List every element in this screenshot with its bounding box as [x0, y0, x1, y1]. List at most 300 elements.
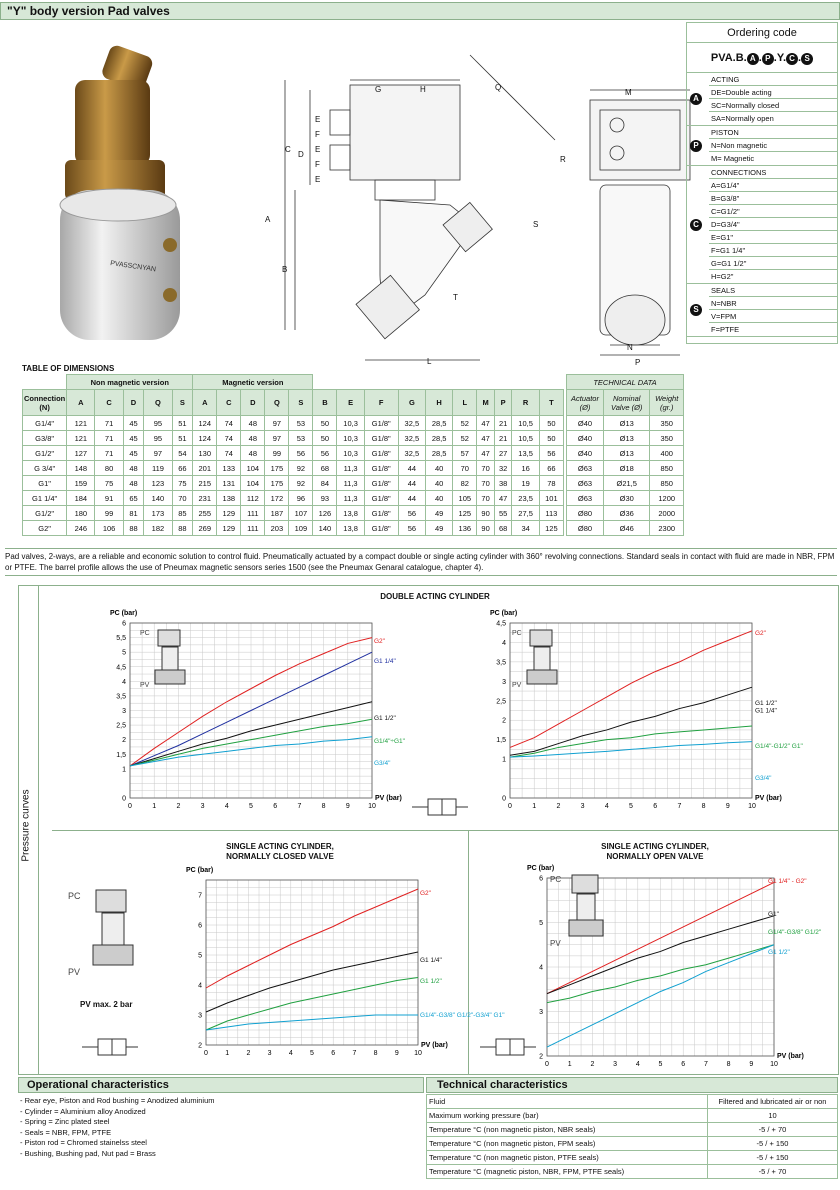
x-tick-label: 6: [273, 803, 278, 810]
x-tick-label: 10: [368, 803, 376, 810]
table-cell: 124: [193, 416, 217, 431]
table-cell: Ø36: [604, 506, 650, 521]
y-tick-label: 5: [122, 649, 126, 657]
x-tick-label: 4: [604, 803, 609, 810]
y-tick-label: 3,5: [116, 693, 126, 701]
y-tick-label: 4: [502, 639, 506, 647]
table-cell: 93: [313, 491, 337, 506]
table-cell: Ø40: [567, 416, 604, 431]
technical-data-header: TECHNICAL DATA: [567, 375, 684, 390]
label-e3: E: [315, 175, 321, 184]
table-row: [567, 521, 684, 536]
y-tick-label: 4: [122, 678, 126, 686]
label-d: D: [298, 150, 304, 159]
ordering-section: [687, 166, 837, 284]
table-cell: 74: [217, 431, 241, 446]
ordering-sections: [687, 73, 837, 337]
valve-schematic-icon: [140, 625, 200, 695]
table-cell: 48: [241, 446, 265, 461]
x-tick-label: 7: [703, 1061, 708, 1068]
x-tick-label: 7: [677, 803, 682, 810]
x-tick-label: 2: [556, 803, 561, 810]
column-header: H: [426, 390, 453, 416]
table-cell: 70: [477, 491, 495, 506]
label-f1: F: [315, 130, 320, 139]
table-cell: Ø46: [604, 521, 650, 536]
table-row: [23, 506, 564, 521]
table-cell: 49: [426, 521, 453, 536]
column-header: D: [123, 390, 144, 416]
table-row: [427, 1095, 838, 1109]
table-row: [567, 446, 684, 461]
label-m: M: [625, 88, 632, 97]
table-cell: 80: [95, 461, 123, 476]
non-magnetic-header: Non magnetic version: [67, 375, 193, 390]
x-tick-label: 4: [288, 1050, 293, 1057]
y-tick-label: 5,5: [116, 635, 126, 643]
x-tick-label: 8: [321, 803, 326, 810]
svg-text:PV: PV: [68, 967, 81, 977]
pneumatic-symbol-icon: [80, 1035, 140, 1060]
x-tick-label: 0: [128, 803, 132, 810]
column-header: F: [364, 390, 398, 416]
table-cell: Ø63: [567, 476, 604, 491]
y-tick-label: 7: [198, 892, 202, 900]
table-cell: 50: [313, 416, 337, 431]
table-cell: 850: [650, 476, 684, 491]
table-cell: 75: [172, 476, 193, 491]
table-cell: 10,3: [337, 446, 364, 461]
table-cell: 48: [241, 431, 265, 446]
table-cell: 53: [289, 431, 313, 446]
table-cell: 85: [172, 506, 193, 521]
photo-label: PVA5SCNYAN: [109, 260, 157, 274]
table-row: [23, 521, 564, 536]
table-row: [567, 431, 684, 446]
table-cell: 255: [193, 506, 217, 521]
section-letter-badge: C: [690, 219, 702, 231]
side-divider: [38, 585, 39, 1075]
table-cell: -5 / + 150: [708, 1151, 838, 1165]
table-cell: 21: [494, 431, 512, 446]
table-cell: 123: [144, 476, 172, 491]
table-cell: 28,5: [426, 431, 453, 446]
magnetic-header: Magnetic version: [193, 375, 313, 390]
table-cell: 125: [453, 506, 477, 521]
table-cell: 140: [313, 521, 337, 536]
x-tick-label: 2: [176, 803, 181, 810]
list-item: Spring = Zinc plated steel: [24, 1117, 110, 1126]
y-tick-label: 3: [122, 708, 126, 715]
page-title: "Y" body version Pad valves: [7, 4, 170, 18]
x-tick-label: 0: [508, 803, 512, 810]
x-tick-label: 10: [414, 1050, 422, 1057]
label-l: L: [427, 357, 432, 366]
table-cell: 148: [67, 461, 95, 476]
table-cell: 172: [265, 491, 289, 506]
table-cell: Temperature °C (non magnetic piston, NBR seals): [427, 1123, 708, 1137]
section-header: SEALS: [709, 284, 837, 297]
operational-list: [20, 1096, 420, 1159]
table-cell: 99: [265, 446, 289, 461]
label-n: N: [627, 343, 633, 352]
table-cell: 173: [144, 506, 172, 521]
list-row: - Seals = NBR, FPM, PTFE: [20, 1127, 112, 1137]
table-cell: 48: [123, 476, 144, 491]
table-cell: G1/8": [364, 446, 398, 461]
table-cell: -5 / + 150: [708, 1137, 838, 1151]
series-label: G1/4"-G1/2" G1": [755, 743, 803, 750]
table-cell: Ø13: [604, 446, 650, 461]
code-prefix: PVA.B.: [710, 52, 747, 64]
table-cell: 44: [398, 461, 425, 476]
table-cell: 68: [313, 461, 337, 476]
x-tick-label: 6: [331, 1050, 336, 1057]
svg-text:PC: PC: [68, 891, 81, 901]
table-cell: 50: [313, 431, 337, 446]
series-label: G1 1/2": [768, 949, 790, 956]
charts-title: DOUBLE ACTING CYLINDER: [380, 592, 490, 601]
series-label: G1/4"-G3/8" G1/2": [768, 929, 822, 936]
y-tick-label: 4,5: [496, 620, 506, 628]
table-cell: 74: [217, 416, 241, 431]
table-cell: 40: [426, 461, 453, 476]
column-header: Q: [265, 390, 289, 416]
technical-title-bar: [426, 1077, 838, 1093]
label-p: P: [635, 358, 641, 367]
table-cell: Filtered and lubricated air or non: [708, 1095, 838, 1109]
table-cell: 180: [67, 506, 95, 521]
operational-title-bar: [18, 1077, 424, 1093]
y-tick-label: 3: [539, 1009, 543, 1016]
chart-single-normally-closed: [178, 867, 505, 1065]
table-cell: Ø63: [567, 491, 604, 506]
table-cell: 70: [477, 461, 495, 476]
svg-text:PC: PC: [550, 875, 562, 884]
svg-text:PV: PV: [140, 682, 150, 689]
table-cell: 11,3: [337, 476, 364, 491]
series-label: G3/4": [755, 775, 772, 782]
column-header: Q: [144, 390, 172, 416]
table-cell: Ø40: [567, 446, 604, 461]
table-cell: 159: [67, 476, 95, 491]
x-tick-label: 4: [635, 1061, 640, 1068]
table-cell: 201: [193, 461, 217, 476]
section-header: PISTON: [709, 126, 837, 139]
table-cell: 97: [144, 446, 172, 461]
table-row: [567, 416, 684, 431]
table-cell: 32,5: [398, 431, 425, 446]
list-row: - Bushing, Bushing pad, Nut pad = Brass: [20, 1148, 156, 1158]
table-cell: 52: [453, 416, 477, 431]
table-cell: Ø40: [567, 431, 604, 446]
table-cell: G1/2": [23, 446, 67, 461]
y-tick-label: 1: [502, 756, 506, 764]
table-row: [23, 491, 564, 506]
table-cell: 53: [289, 416, 313, 431]
table-cell: 13,8: [337, 506, 364, 521]
series-label: G2": [374, 638, 385, 645]
series-label: G1 1/2" G1 1/4": [755, 700, 777, 715]
table-cell: 51: [172, 431, 193, 446]
x-tick-label: 5: [310, 1050, 314, 1057]
table-cell: 119: [144, 461, 172, 476]
y-axis-label: PC (bar): [110, 610, 138, 617]
column-header: P: [494, 390, 512, 416]
table-cell: 175: [265, 461, 289, 476]
x-tick-label: 1: [225, 1050, 230, 1057]
charts-row-divider: [52, 830, 838, 831]
y-tick-label: 2: [122, 737, 126, 745]
label-h: H: [420, 85, 426, 94]
table-cell: 57: [453, 446, 477, 461]
label-q: Q: [495, 83, 502, 92]
label-e2: E: [315, 145, 321, 154]
table-cell: 124: [193, 431, 217, 446]
table-cell: 27: [494, 446, 512, 461]
table-cell: 70: [172, 491, 193, 506]
list-item: Rear eye, Piston and Rod bushing = Anodized aluminium: [24, 1096, 215, 1105]
svg-text:PC: PC: [140, 630, 150, 637]
svg-text:PV: PV: [512, 682, 522, 689]
table-cell: 182: [144, 521, 172, 536]
table-cell: 129: [217, 521, 241, 536]
x-tick-label: 10: [748, 803, 756, 810]
column-header: S: [172, 390, 193, 416]
dimensions-table: [22, 374, 564, 536]
list-item: Piston rod = Chromed stainelss steel: [24, 1138, 147, 1147]
section-option: F=G1 1/4": [709, 244, 837, 257]
table-cell: 106: [95, 521, 123, 536]
table-cell: 50: [539, 431, 563, 446]
table-cell: G1/8": [364, 416, 398, 431]
table-cell: 70: [453, 461, 477, 476]
x-axis-label: PV (bar): [755, 795, 782, 802]
table-cell: -5 / + 70: [708, 1165, 838, 1179]
y-tick-label: 5: [539, 920, 543, 927]
table-row: [427, 1109, 838, 1123]
y-tick-label: 5: [198, 952, 202, 960]
table-cell: G1/8": [364, 431, 398, 446]
table-cell: G2": [23, 521, 67, 536]
x-tick-label: 1: [152, 803, 157, 810]
y-tick-label: 2: [198, 1042, 202, 1050]
y-tick-label: 4: [539, 964, 543, 972]
table-cell: 50: [539, 416, 563, 431]
table-cell: 16: [512, 461, 539, 476]
column-header: E: [337, 390, 364, 416]
table-cell: 121: [67, 431, 95, 446]
table-cell: Ø13: [604, 431, 650, 446]
technical-data-table: [566, 374, 684, 536]
label-c: C: [285, 145, 291, 154]
series-label: G2": [420, 890, 431, 897]
table-cell: 400: [650, 446, 684, 461]
table-cell: 10,5: [512, 416, 539, 431]
table-cell: Maximum working pressure (bar): [427, 1109, 708, 1123]
column-header: C: [95, 390, 123, 416]
ordering-section: [687, 126, 837, 166]
label-s: S: [533, 220, 539, 229]
table-cell: Ø30: [604, 491, 650, 506]
table-cell: Fluid: [427, 1095, 708, 1109]
table-cell: 133: [217, 461, 241, 476]
x-tick-label: 3: [267, 1050, 272, 1057]
technical-table: [426, 1094, 838, 1179]
y-axis-label: PC (bar): [527, 865, 555, 872]
product-photo: [40, 40, 190, 340]
table-cell: Ø18: [604, 461, 650, 476]
x-tick-label: 8: [726, 1061, 731, 1068]
table-cell: 109: [289, 521, 313, 536]
table-cell: 71: [95, 431, 123, 446]
x-tick-label: 2: [590, 1061, 595, 1068]
series-label: G3/4": [374, 760, 391, 767]
section-option: M= Magnetic: [711, 154, 755, 163]
table-cell: Ø80: [567, 506, 604, 521]
table-cell: 105: [453, 491, 477, 506]
table-cell: G1/8": [364, 521, 398, 536]
ordering-code-value: PVA.B. A . P .Y. C . S: [687, 43, 837, 73]
code-letter-s: S: [801, 53, 813, 65]
series-label: G1 1/4" - G2": [768, 878, 807, 885]
table-cell: 56: [289, 446, 313, 461]
table-cell: 74: [217, 446, 241, 461]
table-cell: 66: [172, 461, 193, 476]
table-cell: 127: [67, 446, 95, 461]
y-tick-label: 6: [539, 875, 543, 883]
table-cell: 88: [123, 521, 144, 536]
table-cell: 48: [241, 416, 265, 431]
x-tick-label: 7: [352, 1050, 357, 1057]
table-cell: 70: [477, 476, 495, 491]
section-option: F=PTFE: [711, 325, 740, 334]
table-cell: 184: [67, 491, 95, 506]
series-label: G1 1/2": [374, 715, 396, 722]
tech-column-header: Nominal Valve (Ø): [604, 390, 650, 416]
column-header: R: [512, 390, 539, 416]
x-tick-label: 5: [629, 803, 633, 810]
table-cell: 175: [265, 476, 289, 491]
ordering-section: [687, 73, 837, 126]
table-row: [567, 491, 684, 506]
table-cell: 97: [265, 431, 289, 446]
table-cell: 104: [241, 461, 265, 476]
series-label: G1": [768, 911, 779, 918]
table-row: [23, 476, 564, 491]
table-cell: Temperature °C (magnetic piston, NBR, FPM, PTFE seals): [427, 1165, 708, 1179]
ordering-code-title: Ordering code: [687, 23, 837, 43]
table-cell: 54: [172, 446, 193, 461]
table-cell: 71: [95, 416, 123, 431]
column-header: C: [217, 390, 241, 416]
series-label: G1/4"-G3/8" G1/2"-G3/4" G1": [420, 1012, 505, 1019]
valve-schematic-icon: [512, 625, 572, 695]
table-row: [567, 506, 684, 521]
list-item: Seals = NBR, FPM, PTFE: [24, 1127, 112, 1137]
table-cell: 13,8: [337, 521, 364, 536]
table-cell: 65: [123, 491, 144, 506]
table-cell: 203: [265, 521, 289, 536]
table-cell: Ø21,5: [604, 476, 650, 491]
series-label: G2": [755, 630, 766, 637]
table-cell: 55: [494, 506, 512, 521]
description: Pad valves, 2-ways, are a reliable and economic solution to control fluid. Pneumatically actuated by a compact double or single acting cylinder with 360° revolving connections. Standard seals in contact with fluid are made in NBR, FPM or PTFE. The barrel profile allows the use of Pneumax magnetic sensors series 1500 (see the Pneumax Genaral catalogue, chapter 4).: [5, 548, 837, 576]
table-cell: G1/8": [364, 461, 398, 476]
y-tick-label: 3,5: [496, 659, 506, 667]
table-cell: 40: [426, 491, 453, 506]
section-letter-badge: A: [690, 93, 702, 105]
table-cell: 112: [241, 491, 265, 506]
table-cell: 47: [477, 431, 495, 446]
y-tick-label: 0: [502, 795, 506, 803]
list-item: Cylinder = Aluminium alloy Anodized: [24, 1106, 146, 1116]
table-cell: 850: [650, 461, 684, 476]
table-cell: 47: [477, 416, 495, 431]
table-cell: G1": [23, 476, 67, 491]
table-cell: 28,5: [426, 416, 453, 431]
column-header: G: [398, 390, 425, 416]
column-header: A: [67, 390, 95, 416]
table-cell: 11,3: [337, 491, 364, 506]
table-cell: 113: [539, 506, 563, 521]
x-tick-label: 8: [373, 1050, 378, 1057]
section-letter-badge: S: [690, 304, 702, 316]
section-option: D=G3/4": [709, 218, 837, 231]
table-cell: 10,3: [337, 416, 364, 431]
section-option: A=G1/4": [709, 179, 837, 192]
table-cell: 91: [95, 491, 123, 506]
list-row: - Rear eye, Piston and Rod bushing = Anodized aluminium: [20, 1096, 215, 1105]
table-cell: 11,3: [337, 461, 364, 476]
x-tick-label: 3: [200, 803, 205, 810]
y-axis-label: PC (bar): [490, 610, 518, 617]
table-cell: 56: [313, 446, 337, 461]
table-cell: 121: [67, 416, 95, 431]
y-tick-label: 4,5: [116, 664, 126, 672]
x-tick-label: 3: [580, 803, 585, 810]
table-cell: 81: [123, 506, 144, 521]
table-cell: 10: [708, 1109, 838, 1123]
section-option: DE=Double acting: [709, 86, 837, 99]
y-tick-label: 1: [122, 766, 126, 774]
section-header: CONNECTIONS: [709, 166, 837, 179]
x-tick-label: 7: [297, 803, 302, 810]
table-cell: G1/8": [364, 476, 398, 491]
table-cell: 38: [494, 476, 512, 491]
table-cell: 104: [241, 476, 265, 491]
section-option: H=G2": [711, 272, 734, 281]
table-cell: 66: [539, 461, 563, 476]
section-option: SA=Normally open: [711, 114, 774, 123]
column-header: S: [289, 390, 313, 416]
table-cell: 32: [494, 461, 512, 476]
series-label: G1/4"÷G1": [374, 738, 405, 745]
table-cell: 21: [494, 416, 512, 431]
table-cell: 2000: [650, 506, 684, 521]
x-tick-label: 2: [246, 1050, 251, 1057]
table-cell: 125: [539, 521, 563, 536]
section-option: C=G1/2": [709, 205, 837, 218]
svg-text:PV: PV: [550, 939, 561, 948]
table-cell: 52: [453, 431, 477, 446]
pneumatic-symbol-icon: [478, 1035, 538, 1060]
table-cell: 90: [477, 521, 495, 536]
table-cell: 97: [265, 416, 289, 431]
table-cell: 90: [477, 506, 495, 521]
table-cell: 140: [144, 491, 172, 506]
list-row: - Cylinder = Aluminium alloy Anodized: [20, 1106, 146, 1116]
